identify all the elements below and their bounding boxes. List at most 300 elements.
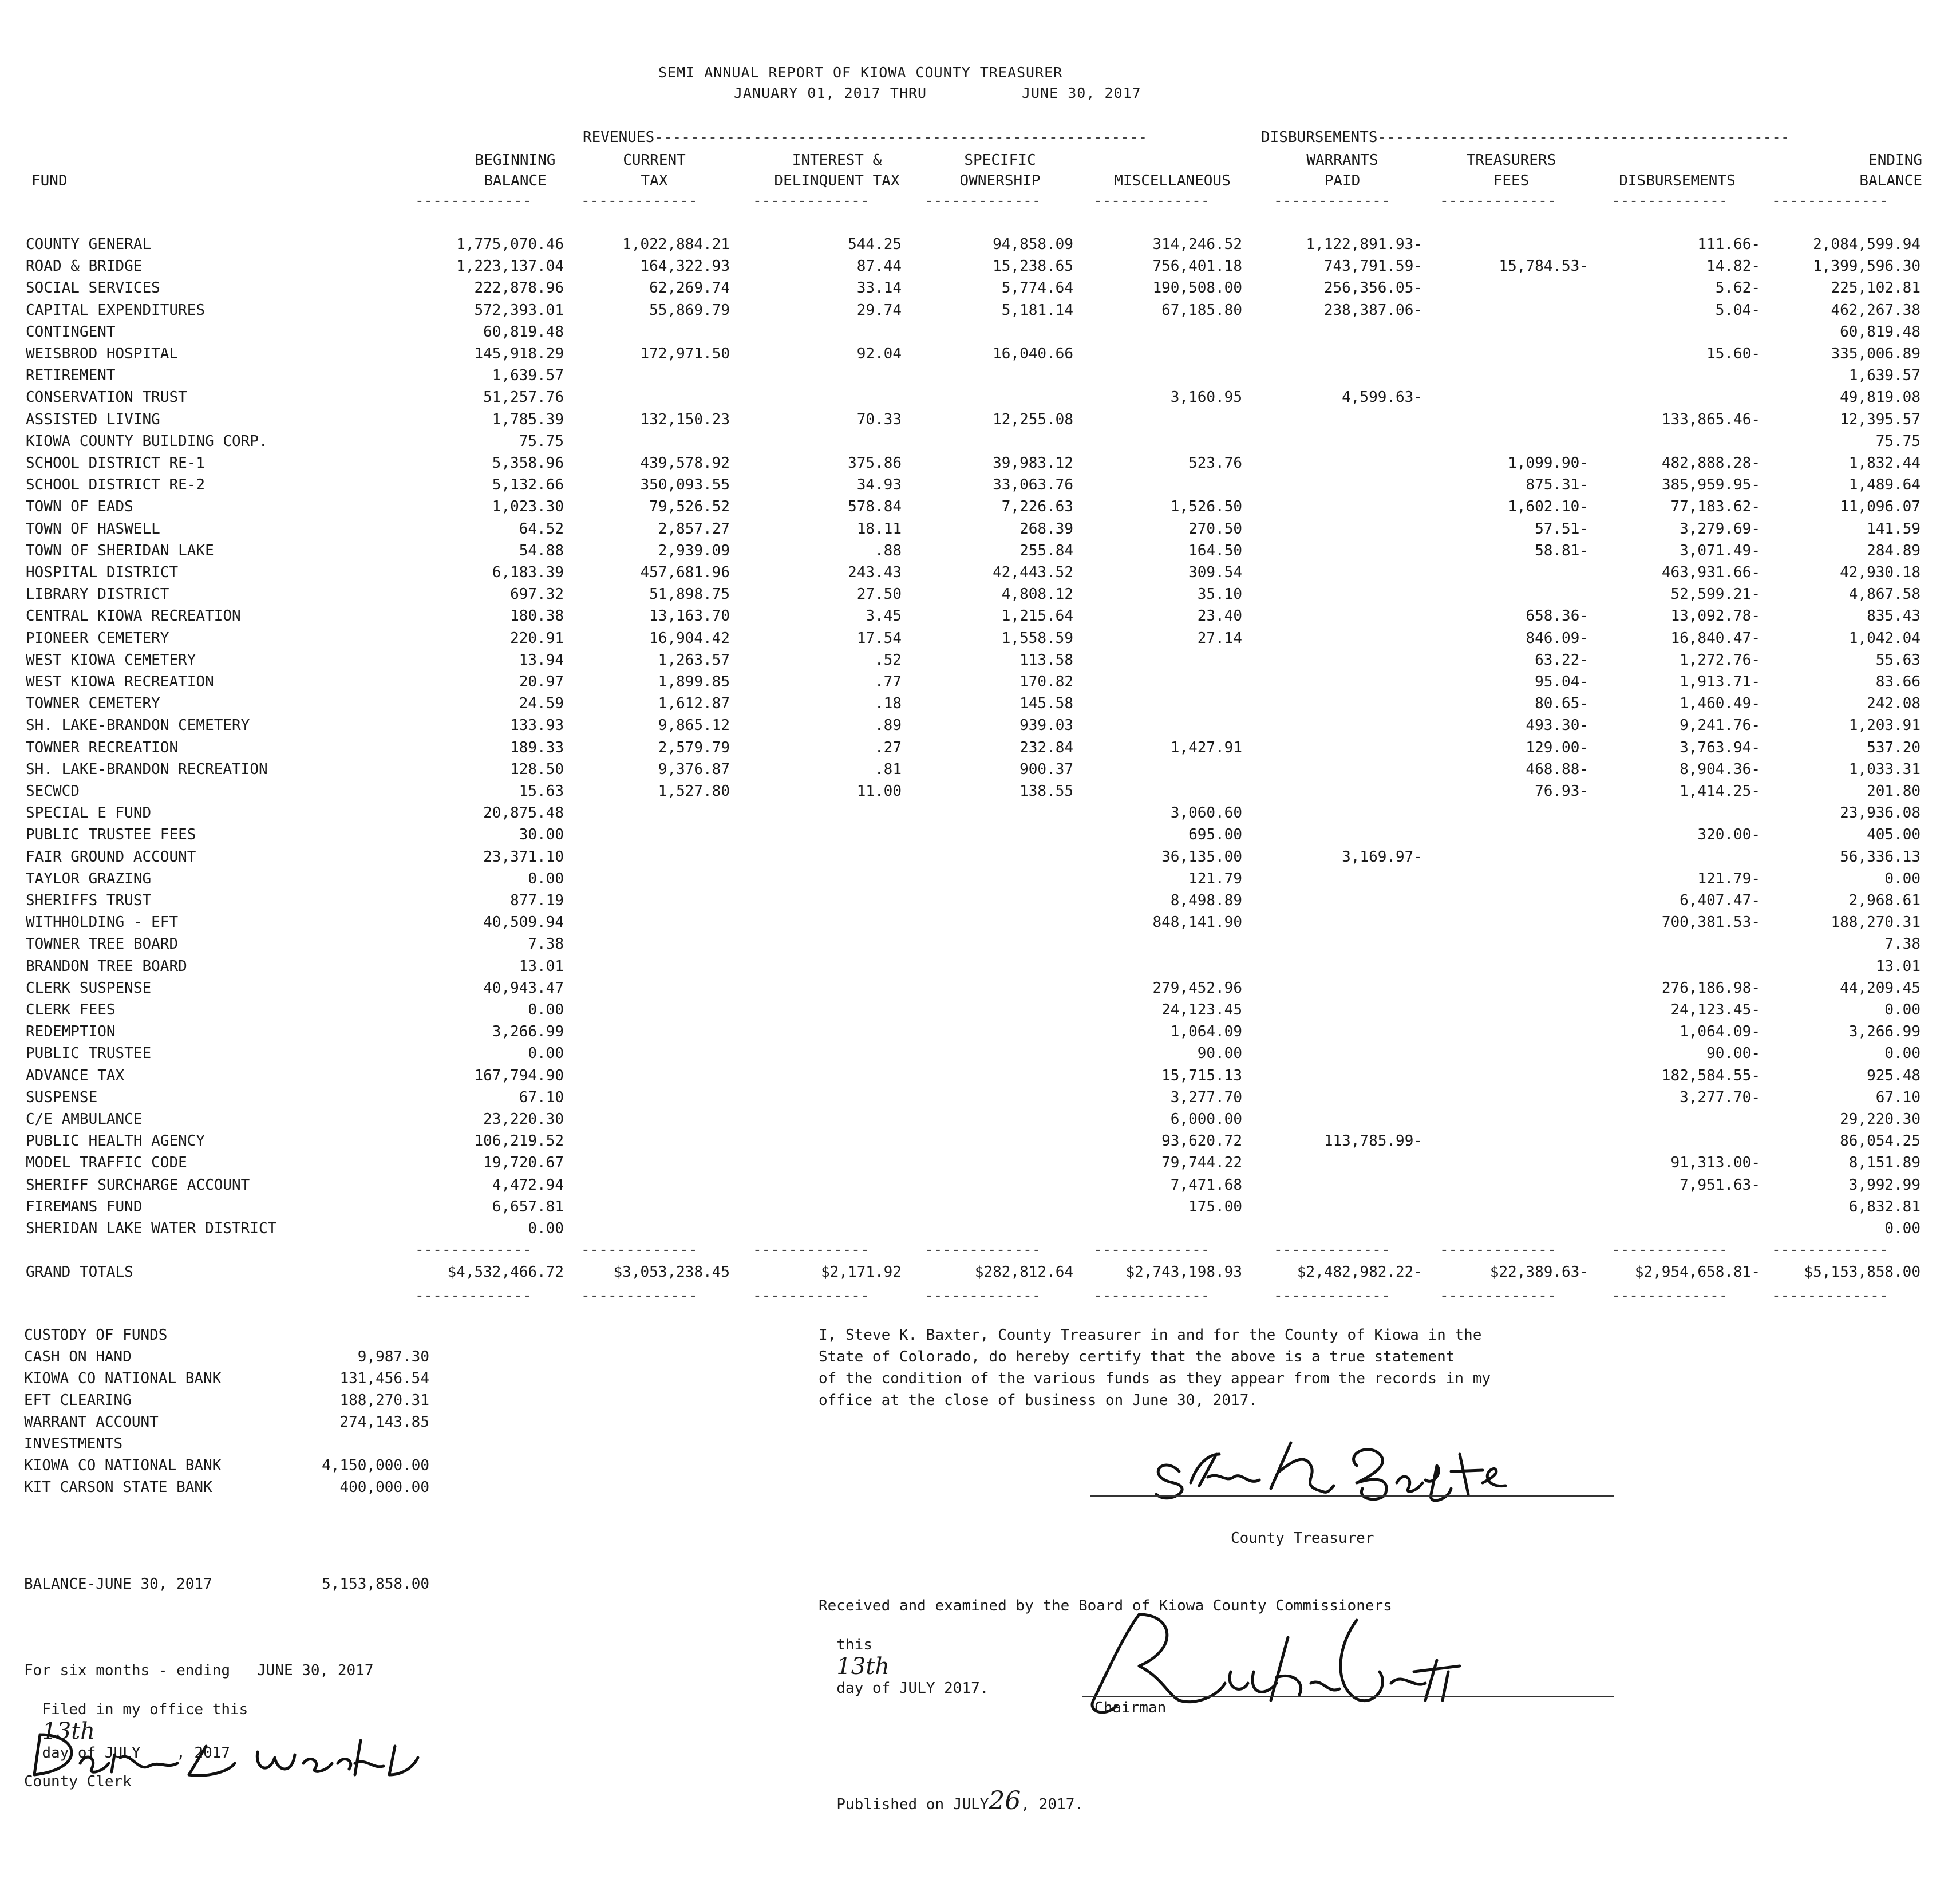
column-header-6-line2: PAID (1324, 172, 1361, 190)
table-cell: 11,096.07 (1840, 498, 1921, 516)
table-cell: 3,169.97- (1342, 848, 1422, 866)
table-cell: 1,042.04 (1848, 629, 1921, 647)
table-cell: 7.38 (528, 935, 564, 953)
table-cell: 697.32 (510, 586, 564, 603)
table-cell: 188,270.31 (1831, 914, 1921, 931)
table-cell: 132,150.23 (640, 410, 730, 428)
table-cell: 167,794.90 (474, 1067, 564, 1084)
custody-value: 131,456.54 (339, 1370, 429, 1387)
table-cell: 145,918.29 (474, 345, 564, 362)
column-header-underline: ------------- (924, 192, 1041, 210)
published-day-handwritten: 26 (989, 1786, 1021, 1815)
fund-name: COUNTY GENERAL (26, 236, 152, 253)
table-cell: 846.09- (1526, 629, 1588, 647)
table-cell: 24,123.45 (1161, 1001, 1242, 1018)
table-cell: 23,936.08 (1840, 804, 1921, 822)
table-cell: 79,526.52 (649, 498, 730, 516)
table-cell: 56,336.13 (1840, 848, 1921, 866)
column-header-2-line1: CURRENT (623, 152, 686, 169)
table-cell: 875.31- (1526, 476, 1588, 494)
column-header-underline: ------------- (753, 192, 870, 210)
table-cell: .18 (875, 695, 902, 713)
table-cell: 63.22- (1535, 651, 1588, 669)
table-cell: 64.52 (519, 520, 564, 538)
treasurer-signature-line (1090, 1495, 1614, 1497)
fund-name: TOWNER CEMETERY (26, 695, 160, 713)
fund-name: C/E AMBULANCE (26, 1111, 143, 1128)
table-cell: 3,279.69- (1680, 520, 1760, 538)
fund-name: SPECIAL E FUND (26, 804, 152, 822)
table-cell: 172,971.50 (640, 345, 730, 362)
table-cell: 39,983.12 (993, 455, 1073, 472)
column-header-underline: ------------- (1440, 192, 1556, 210)
table-cell: 242.08 (1867, 695, 1921, 713)
table-cell: 23,371.10 (483, 848, 564, 866)
grand-total-value: $22,389.63- (1489, 1264, 1588, 1281)
table-cell: 182,584.55- (1661, 1067, 1760, 1084)
table-cell: 6,183.39 (492, 564, 564, 581)
certification-line: I, Steve K. Baxter, County Treasurer in and for the County of Kiowa in the (819, 1327, 1482, 1344)
table-cell: 238,387.06- (1323, 301, 1422, 319)
board-line2: this 13th day of JULY 2017. (836, 1636, 989, 1697)
table-cell: 2,857.27 (658, 520, 730, 538)
table-cell: 90.00- (1706, 1045, 1760, 1063)
table-cell: 67,185.80 (1161, 301, 1242, 319)
table-cell: 1,223,137.04 (456, 258, 564, 275)
report-period-to: JUNE 30, 2017 (1022, 85, 1141, 101)
table-cell: 1,203.91 (1848, 717, 1921, 735)
column-header-4-line1: SPECIFIC (964, 152, 1036, 169)
table-cell: 20,875.48 (483, 804, 564, 822)
table-cell: .89 (875, 717, 902, 735)
fund-name: FAIR GROUND ACCOUNT (26, 848, 196, 866)
column-header-underline: ------------- (1772, 192, 1888, 210)
treasurer-signature (1139, 1431, 1540, 1517)
fund-name: CONSERVATION TRUST (26, 389, 187, 406)
table-cell: .52 (875, 651, 902, 669)
table-cell: 375.86 (848, 455, 902, 472)
table-cell: 5.04- (1715, 301, 1760, 319)
table-cell: 164.50 (1188, 542, 1242, 559)
totals-rule: ------------- (753, 1241, 870, 1258)
table-cell: 20.97 (519, 673, 564, 690)
table-cell: 2,084,599.94 (1813, 236, 1921, 253)
column-header-underline: ------------- (1611, 192, 1728, 210)
fund-name: TOWN OF HASWELL (26, 520, 160, 538)
table-cell: 95.04- (1535, 673, 1588, 690)
totals-rule: ------------- (1611, 1241, 1728, 1258)
custody-value: 9,987.30 (357, 1348, 429, 1365)
fund-name: CAPITAL EXPENDITURES (26, 301, 206, 319)
table-cell: 1,272.76- (1680, 651, 1760, 669)
fund-name: WITHHOLDING - EFT (26, 914, 179, 931)
fund-name: SH. LAKE-BRANDON RECREATION (26, 760, 268, 778)
table-cell: 87.44 (856, 258, 902, 275)
table-cell: 493.30- (1526, 717, 1588, 735)
table-cell: 1,558.59 (1001, 629, 1073, 647)
table-cell: 42,443.52 (993, 564, 1073, 581)
grand-total-value: $2,171.92 (821, 1264, 902, 1281)
table-cell: 1,263.57 (658, 651, 730, 669)
table-cell: 16,904.42 (649, 629, 730, 647)
table-cell: .27 (875, 739, 902, 756)
table-cell: 58.81- (1535, 542, 1588, 559)
fund-name: TOWN OF EADS (26, 498, 133, 516)
fund-name: REDEMPTION (26, 1023, 116, 1041)
table-cell: 93,620.72 (1161, 1132, 1242, 1150)
table-cell: 658.36- (1526, 607, 1588, 625)
custody-value: 188,270.31 (339, 1392, 429, 1409)
table-cell: 106,219.52 (474, 1132, 564, 1150)
custody-title: CUSTODY OF FUNDS (24, 1327, 168, 1344)
table-cell: 24,123.45- (1670, 1001, 1760, 1018)
table-cell: 1,064.09- (1680, 1023, 1760, 1041)
grand-total-value: $2,954,658.81- (1634, 1264, 1760, 1281)
table-cell: 121.79 (1188, 870, 1242, 887)
table-cell: 55.63 (1875, 651, 1921, 669)
table-cell: 2,968.61 (1848, 892, 1921, 909)
totals-rule: ------------- (1274, 1287, 1390, 1304)
column-header-5-line2: MISCELLANEOUS (1114, 172, 1231, 190)
totals-rule: ------------- (1440, 1287, 1556, 1304)
table-cell: 13.94 (519, 651, 564, 669)
table-cell: 164,322.93 (640, 258, 730, 275)
table-cell: 3.45 (866, 607, 902, 625)
table-cell: 86,054.25 (1840, 1132, 1921, 1150)
table-cell: 309.54 (1188, 564, 1242, 581)
certification-line: office at the close of business on June 30, 2017. (819, 1392, 1258, 1409)
table-cell: 8,498.89 (1170, 892, 1242, 909)
table-cell: 92.04 (856, 345, 902, 362)
table-cell: 62,269.74 (649, 279, 730, 297)
table-cell: 113,785.99- (1323, 1132, 1422, 1150)
table-cell: 1,022,884.21 (622, 236, 730, 253)
table-cell: 121.79- (1697, 870, 1760, 887)
fund-name: CLERK FEES (26, 1001, 116, 1018)
table-cell: 222,878.96 (474, 279, 564, 297)
balance-value: 5,153,858.00 (322, 1576, 429, 1593)
fund-name: MODEL TRAFFIC CODE (26, 1154, 187, 1172)
table-cell: 129.00- (1526, 739, 1588, 756)
totals-rule: ------------- (924, 1287, 1041, 1304)
clerk-day-handwritten: 13th (42, 1718, 96, 1744)
table-cell: 29.74 (856, 301, 902, 319)
fund-name: WEST KIOWA CEMETERY (26, 651, 196, 669)
table-cell: 60,819.48 (483, 323, 564, 341)
table-cell: 700,381.53- (1661, 914, 1760, 931)
table-cell: 243.43 (848, 564, 902, 581)
table-cell: 4,808.12 (1001, 586, 1073, 603)
table-cell: 29,220.30 (1840, 1111, 1921, 1128)
table-cell: 15,715.13 (1161, 1067, 1242, 1084)
table-cell: 537.20 (1867, 739, 1921, 756)
grand-total-value: $5,153,858.00 (1804, 1264, 1921, 1281)
table-cell: 320.00- (1697, 826, 1760, 844)
table-cell: 457,681.96 (640, 564, 730, 581)
table-cell: 220.91 (510, 629, 564, 647)
treasurer-title: County Treasurer (1231, 1530, 1374, 1547)
custody-label: INVESTMENTS (24, 1435, 123, 1452)
fund-name: CONTINGENT (26, 323, 116, 341)
fund-name: WEST KIOWA RECREATION (26, 673, 214, 690)
fund-name: SCHOOL DISTRICT RE-2 (26, 476, 206, 494)
table-cell: 1,913.71- (1680, 673, 1760, 690)
table-cell: 9,376.87 (658, 760, 730, 778)
totals-rule: ------------- (415, 1241, 532, 1258)
table-cell: 15.60- (1706, 345, 1760, 362)
table-cell: 939.03 (1019, 717, 1073, 735)
balance-label: BALANCE-JUNE 30, 2017 (24, 1576, 212, 1593)
fund-name: RETIREMENT (26, 367, 116, 385)
fund-name: SCHOOL DISTRICT RE-1 (26, 455, 206, 472)
table-cell: 201.80 (1867, 783, 1921, 800)
table-cell: 2,939.09 (658, 542, 730, 559)
table-cell: 75.75 (519, 432, 564, 450)
column-header-4-line2: OWNERSHIP (959, 172, 1041, 190)
table-cell: 2,579.79 (658, 739, 730, 756)
totals-rule: ------------- (1772, 1241, 1888, 1258)
table-cell: 15,784.53- (1499, 258, 1588, 275)
table-cell: 19,720.67 (483, 1154, 564, 1172)
table-cell: 76.93- (1535, 783, 1588, 800)
table-cell: 57.51- (1535, 520, 1588, 538)
table-cell: 138.55 (1019, 783, 1073, 800)
table-cell: 232.84 (1019, 739, 1073, 756)
table-cell: 284.89 (1867, 542, 1921, 559)
table-cell: 3,266.99 (492, 1023, 564, 1041)
table-cell: 8,151.89 (1848, 1154, 1921, 1172)
table-cell: 544.25 (848, 236, 902, 253)
table-cell: 877.19 (510, 892, 564, 909)
totals-rule: ------------- (1093, 1287, 1210, 1304)
table-cell: 7,226.63 (1001, 498, 1073, 516)
fund-name: PIONEER CEMETERY (26, 629, 169, 647)
published-line: Published on JULY26, 2017. (836, 1786, 1084, 1815)
table-cell: 462,267.38 (1831, 301, 1921, 319)
column-header-3-line1: INTEREST & (792, 152, 882, 169)
table-cell: 42,930.18 (1840, 564, 1921, 581)
table-cell: 256,356.05- (1323, 279, 1422, 297)
table-cell: 49,819.08 (1840, 389, 1921, 406)
table-cell: 5,358.96 (492, 455, 564, 472)
table-cell: 0.00 (1884, 1045, 1921, 1063)
table-cell: 51,257.76 (483, 389, 564, 406)
table-cell: 77,183.62- (1670, 498, 1760, 516)
table-cell: 7,951.63- (1680, 1176, 1760, 1194)
fund-name: PUBLIC TRUSTEE (26, 1045, 152, 1063)
table-cell: 1,033.31 (1848, 760, 1921, 778)
totals-rule: ------------- (924, 1241, 1041, 1258)
grand-total-value: $2,743,198.93 (1125, 1264, 1242, 1281)
table-cell: 6,657.81 (492, 1198, 564, 1215)
table-cell: 13.01 (1875, 957, 1921, 975)
table-cell: 13,163.70 (649, 607, 730, 625)
table-cell: 18.11 (856, 520, 902, 538)
fund-name: CENTRAL KIOWA RECREATION (26, 607, 241, 625)
certification-line: of the condition of the various funds as they appear from the records in my (819, 1370, 1491, 1387)
table-cell: 6,832.81 (1848, 1198, 1921, 1215)
fund-name: ADVANCE TAX (26, 1067, 125, 1084)
table-cell: 695.00 (1188, 826, 1242, 844)
fund-name: HOSPITAL DISTRICT (26, 564, 179, 581)
table-cell: 133,865.46- (1661, 410, 1760, 428)
column-header-underline: ------------- (1093, 192, 1210, 210)
table-cell: 3,277.70- (1680, 1088, 1760, 1106)
grand-total-value: $4,532,466.72 (447, 1264, 564, 1281)
table-cell: 7.38 (1884, 935, 1921, 953)
column-header-6-line1: WARRANTS (1306, 152, 1378, 169)
table-cell: 33,063.76 (993, 476, 1073, 494)
custody-label: KIOWA CO NATIONAL BANK (24, 1370, 222, 1387)
report-period-from: JANUARY 01, 2017 THRU (734, 85, 927, 101)
table-cell: 4,867.58 (1848, 586, 1921, 603)
totals-rule: ------------- (1772, 1287, 1888, 1304)
table-cell: .81 (875, 760, 902, 778)
custody-label: EFT CLEARING (24, 1392, 132, 1409)
table-cell: 12,395.57 (1840, 410, 1921, 428)
fund-name: LIBRARY DISTRICT (26, 586, 169, 603)
table-cell: 482,888.28- (1661, 455, 1760, 472)
table-cell: 848,141.90 (1152, 914, 1242, 931)
table-cell: 268.39 (1019, 520, 1073, 538)
table-cell: 1,427.91 (1170, 739, 1242, 756)
table-cell: 7,471.68 (1170, 1176, 1242, 1194)
fund-name: TOWNER TREE BOARD (26, 935, 179, 953)
table-cell: 314,246.52 (1152, 236, 1242, 253)
table-cell: 24.59 (519, 695, 564, 713)
table-cell: 3,060.60 (1170, 804, 1242, 822)
table-cell: 5.62- (1715, 279, 1760, 297)
table-cell: 83.66 (1875, 673, 1921, 690)
custody-label: KIT CARSON STATE BANK (24, 1479, 212, 1496)
table-cell: 33.14 (856, 279, 902, 297)
custody-value: 400,000.00 (339, 1479, 429, 1496)
table-cell: 279,452.96 (1152, 979, 1242, 997)
table-cell: 5,132.66 (492, 476, 564, 494)
table-cell: 75.75 (1875, 432, 1921, 450)
table-cell: 743,791.59- (1323, 258, 1422, 275)
report-title: SEMI ANNUAL REPORT OF KIOWA COUNTY TREASURER (658, 64, 1063, 81)
table-cell: 8,904.36- (1680, 760, 1760, 778)
table-cell: 0.00 (528, 870, 564, 887)
table-cell: 55,869.79 (649, 301, 730, 319)
column-header-0-line2: FUND (31, 172, 68, 190)
table-cell: 4,599.63- (1342, 389, 1422, 406)
fund-name: TOWNER RECREATION (26, 739, 179, 756)
table-cell: 4,472.94 (492, 1176, 564, 1194)
table-cell: 1,023.30 (492, 498, 564, 516)
table-cell: 255.84 (1019, 542, 1073, 559)
table-cell: 51,898.75 (649, 586, 730, 603)
fund-name: TAYLOR GRAZING (26, 870, 152, 887)
clerk-line1: For six months - ending JUNE 30, 2017 (24, 1662, 374, 1679)
table-cell: 1,099.90- (1508, 455, 1588, 472)
fund-name: SHERIDAN LAKE WATER DISTRICT (26, 1220, 277, 1237)
table-cell: 17.54 (856, 629, 902, 647)
table-cell: 1,899.85 (658, 673, 730, 690)
board-line1: Received and examined by the Board of Kiowa County Commissioners (819, 1597, 1392, 1614)
column-header-2-line2: TAX (641, 172, 668, 190)
totals-rule: ------------- (1611, 1287, 1728, 1304)
table-cell: 15,238.65 (993, 258, 1073, 275)
table-cell: .88 (875, 542, 902, 559)
table-cell: 23,220.30 (483, 1111, 564, 1128)
fund-name: BRANDON TREE BOARD (26, 957, 187, 975)
table-cell: 189.33 (510, 739, 564, 756)
column-header-3-line2: DELINQUENT TAX (774, 172, 900, 190)
grand-total-value: $2,482,982.22- (1297, 1264, 1422, 1281)
table-cell: 6,000.00 (1170, 1111, 1242, 1128)
table-cell: 523.76 (1188, 455, 1242, 472)
clerk-line2: Filed in my office this 13th day of JULY , 2017 (42, 1701, 248, 1762)
table-cell: 1,414.25- (1680, 783, 1760, 800)
table-cell: 113.58 (1019, 651, 1073, 669)
table-cell: 1,639.57 (1848, 367, 1921, 385)
disbursements-group-header: DISBURSEMENTS---------------------------------------------- (1261, 129, 1790, 146)
table-cell: 141.59 (1867, 520, 1921, 538)
table-cell: 1,602.10- (1508, 498, 1588, 516)
table-cell: 67.10 (519, 1088, 564, 1106)
table-cell: 0.00 (528, 1045, 564, 1063)
column-header-9-line2: BALANCE (1859, 172, 1922, 190)
totals-rule: ------------- (415, 1287, 532, 1304)
table-cell: 91,313.00- (1670, 1154, 1760, 1172)
column-header-7-line2: FEES (1493, 172, 1530, 190)
table-cell: 5,774.64 (1001, 279, 1073, 297)
table-cell: 1,460.49- (1680, 695, 1760, 713)
fund-name: WEISBROD HOSPITAL (26, 345, 179, 362)
table-cell: 3,763.94- (1680, 739, 1760, 756)
table-cell: 3,266.99 (1848, 1023, 1921, 1041)
table-cell: 180.38 (510, 607, 564, 625)
table-cell: 27.50 (856, 586, 902, 603)
custody-label: CASH ON HAND (24, 1348, 132, 1365)
fund-name: PUBLIC TRUSTEE FEES (26, 826, 196, 844)
table-cell: .77 (875, 673, 902, 690)
table-cell: 468.88- (1526, 760, 1588, 778)
table-cell: 9,241.76- (1680, 717, 1760, 735)
table-cell: 5,181.14 (1001, 301, 1073, 319)
table-cell: 175.00 (1188, 1198, 1242, 1215)
table-cell: 3,160.95 (1170, 389, 1242, 406)
totals-rule: ------------- (753, 1287, 870, 1304)
fund-name: SUSPENSE (26, 1088, 98, 1106)
fund-name: TOWN OF SHERIDAN LAKE (26, 542, 214, 559)
totals-rule: ------------- (1274, 1241, 1390, 1258)
table-cell: 270.50 (1188, 520, 1242, 538)
table-cell: 128.50 (510, 760, 564, 778)
table-cell: 34.93 (856, 476, 902, 494)
table-cell: 40,943.47 (483, 979, 564, 997)
table-cell: 1,785.39 (492, 410, 564, 428)
table-cell: 3,277.70 (1170, 1088, 1242, 1106)
totals-rule: ------------- (1440, 1241, 1556, 1258)
table-cell: 900.37 (1019, 760, 1073, 778)
column-header-underline: ------------- (581, 192, 698, 210)
table-cell: 54.88 (519, 542, 564, 559)
table-cell: 67.10 (1875, 1088, 1921, 1106)
fund-name: CLERK SUSPENSE (26, 979, 152, 997)
table-cell: 60,819.48 (1840, 323, 1921, 341)
table-cell: 13,092.78- (1670, 607, 1760, 625)
table-cell: 3,071.49- (1680, 542, 1760, 559)
table-cell: 1,612.87 (658, 695, 730, 713)
board-day-handwritten: 13th (836, 1653, 890, 1680)
fund-name: SHERIFFS TRUST (26, 892, 152, 909)
column-header-underline: ------------- (415, 192, 532, 210)
table-cell: 925.48 (1867, 1067, 1921, 1084)
table-cell: 405.00 (1867, 826, 1921, 844)
